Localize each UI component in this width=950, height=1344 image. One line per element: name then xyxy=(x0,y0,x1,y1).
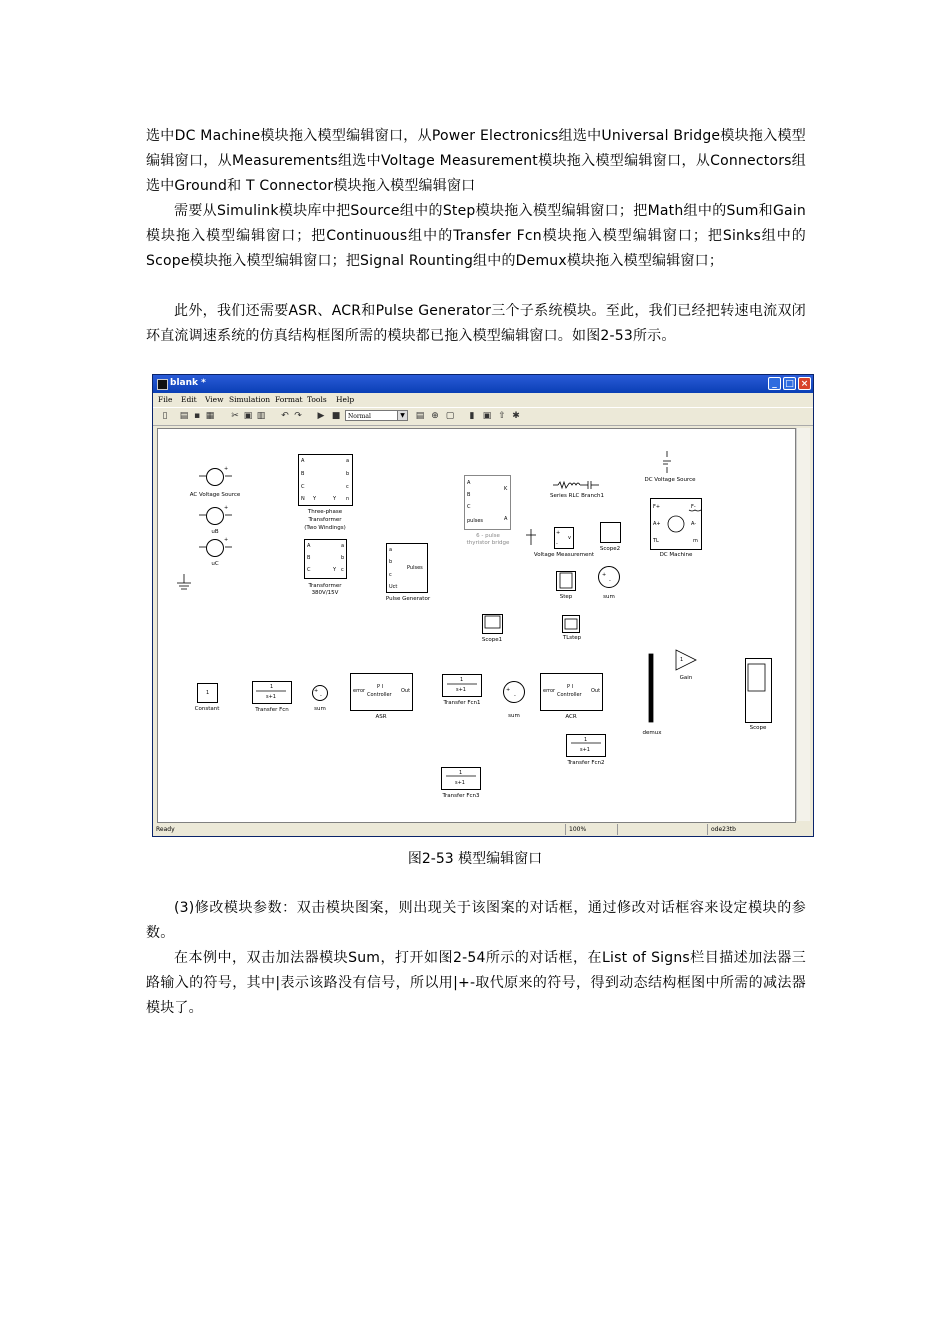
status-text: Ready xyxy=(156,826,175,833)
model-canvas[interactable] xyxy=(157,428,796,823)
tf-den: s+1 xyxy=(266,694,276,700)
gain-block[interactable] xyxy=(672,647,700,673)
redo-icon[interactable]: ↷ xyxy=(294,411,302,421)
pulse-generator-label: Pulse Generator xyxy=(385,596,431,602)
menu-simulation[interactable]: Simulation xyxy=(229,395,271,404)
transformer2-port-c-out: c xyxy=(341,567,344,573)
close-button[interactable]: × xyxy=(798,377,811,390)
transformer2-label-1: Transformer xyxy=(308,583,342,589)
acr-block[interactable] xyxy=(540,673,603,711)
menu-format[interactable]: Format xyxy=(275,395,303,404)
paragraph-1: 选中DC Machine模块拖入模型编辑窗口，从Power Electronics组选中Universal Bridge模块拖入模型编辑窗口，从Measurements组选中Voltage Measurement模块拖入模型编辑窗口，从Connectors组选中Ground和 T Connector模块拖入模型编辑窗口 xyxy=(146,128,806,194)
model-explorer-icon[interactable]: ▣ xyxy=(482,411,492,421)
dc-machine-port-fminus: F- xyxy=(691,504,696,510)
simulink-app-icon xyxy=(157,379,168,390)
dc-machine-port-m: m xyxy=(693,538,698,544)
acr-label: ACR xyxy=(565,714,577,720)
toggle-icon[interactable]: ⇧ xyxy=(498,411,506,421)
transformer2-port-a-in: A xyxy=(307,543,311,549)
sum1-label: sum xyxy=(314,706,326,712)
constant-value: 1 xyxy=(206,690,210,696)
transformer2-port-y: Y xyxy=(333,567,337,573)
dc-machine-port-fplus: F+ xyxy=(653,504,661,510)
title-bar xyxy=(153,375,813,393)
undo-icon[interactable]: ↶ xyxy=(281,411,289,421)
dc-machine-port-aminus: A- xyxy=(691,521,697,527)
transformer-port-n-in: N xyxy=(301,496,305,502)
transformer2-label-2: 380V/15V xyxy=(311,590,339,596)
sum1-minus: - xyxy=(320,693,322,699)
pulse-port-b: b xyxy=(389,559,393,565)
asr-controller-text: Controller xyxy=(367,692,392,698)
asr-port-error: error xyxy=(353,688,366,694)
thyristor-port-c: C xyxy=(467,504,471,510)
transformer-port-n-out: n xyxy=(346,496,350,502)
menu-tools[interactable]: Tools xyxy=(307,395,327,404)
acr-port-error: error xyxy=(543,688,556,694)
step-label: Step xyxy=(559,594,573,600)
sum-top-plus: + xyxy=(602,572,607,578)
vertical-scrollbar[interactable] xyxy=(796,428,810,821)
transformer-port-a-out: a xyxy=(346,458,350,464)
dc-machine-port-tl: TL xyxy=(653,538,659,544)
figure-caption: 图2-53 模型编辑窗口 xyxy=(407,851,543,867)
paragraph-5: 在本例中，双击加法器模块Sum，打开如图2-54所示的对话框，在List of Signs栏目描述加法器三路输入的符号，其中|表示该路没有信号，所以用|+-取代原来的符号，得到动态结构框图中所需的减法器模块了。 xyxy=(146,950,806,1016)
paragraph-4: (3)修改模块参数：双击模块图案，则出现关于该图案的对话框，通过修改对话框容来设定模块的参数。 xyxy=(146,900,806,941)
ub-label: uB xyxy=(211,529,219,535)
three-phase-transformer-label-2: Transformer xyxy=(308,517,342,523)
paste-icon[interactable]: ▥ xyxy=(256,411,266,421)
transfer-fcn3-label: Transfer Fcn3 xyxy=(442,793,480,799)
transfer-fcn1-block[interactable] xyxy=(442,674,482,697)
demux-block[interactable] xyxy=(647,654,655,722)
scope2-label: Scope2 xyxy=(599,546,621,552)
ac-voltage-source-block[interactable] xyxy=(206,468,224,486)
ub-source-block[interactable] xyxy=(206,507,224,525)
transformer-port-b-in: B xyxy=(301,471,305,477)
build-subsystem-icon[interactable]: ▢ xyxy=(445,411,455,421)
menu-edit[interactable]: Edit xyxy=(181,395,197,404)
asr-label: ASR xyxy=(375,714,387,720)
three-phase-transformer-block[interactable] xyxy=(298,454,353,506)
save-icon[interactable]: ▪ xyxy=(193,411,201,421)
tf3-den: s+1 xyxy=(455,780,465,786)
copy-icon[interactable]: ▣ xyxy=(243,411,253,421)
acr-pi-text: P I xyxy=(567,684,574,690)
chevron-down-icon: ▼ xyxy=(397,411,407,420)
uc-source-plus: + xyxy=(224,537,229,543)
sum-top-minus: - xyxy=(609,578,611,584)
tf2-den: s+1 xyxy=(580,747,590,753)
pulse-port-c: c xyxy=(389,572,392,578)
print-icon[interactable]: ▦ xyxy=(205,411,215,421)
vm-plus: + xyxy=(556,530,561,536)
transformer-port-b-out: b xyxy=(346,471,350,477)
asr-block[interactable] xyxy=(350,673,413,711)
thyristor-port-pulses: pulses xyxy=(467,518,484,524)
dc-machine-label: DC Machine xyxy=(659,552,693,558)
transformer-port-y2: Y xyxy=(333,496,337,502)
transfer-fcn3-block[interactable] xyxy=(441,767,481,790)
ac-source-plus: + xyxy=(224,466,229,472)
thyristor-label-2: thyristor bridge xyxy=(466,540,510,546)
gain-label: Gain xyxy=(679,675,693,681)
constant-block[interactable] xyxy=(197,683,218,703)
ub-source-plus: + xyxy=(224,505,229,511)
new-model-icon[interactable]: ▯ xyxy=(162,411,168,421)
transformer2-port-a-out: a xyxy=(341,543,345,549)
thyristor-port-a-out: A xyxy=(504,516,508,522)
demux-label: demux xyxy=(642,730,662,736)
transformer2-port-b-out: b xyxy=(341,555,345,561)
transformer2-port-b-in: B xyxy=(307,555,311,561)
tlstep-block[interactable] xyxy=(562,615,580,633)
window-title: blank * xyxy=(170,378,206,388)
tlstep-label: TLstep xyxy=(562,635,582,641)
maximize-button[interactable]: □ xyxy=(783,377,796,390)
vm-port-v: v xyxy=(568,535,571,541)
simulation-mode-value: Normal xyxy=(348,413,371,420)
dc-machine-port-aplus: A+ xyxy=(653,521,661,527)
menu-view[interactable]: View xyxy=(205,395,224,404)
transformer2-port-c-in: C xyxy=(307,567,311,573)
uc-label: uC xyxy=(211,561,219,567)
open-icon[interactable]: ▤ xyxy=(179,411,189,421)
toolbar xyxy=(153,407,813,426)
transfer-fcn1-label: Transfer Fcn1 xyxy=(443,700,481,706)
menu-help[interactable]: Help xyxy=(336,395,355,404)
transfer-fcn2-label: Transfer Fcn2 xyxy=(567,760,605,766)
ac-voltage-source-label: AC Voltage Source xyxy=(189,492,241,498)
cut-icon[interactable]: ✂ xyxy=(231,411,239,421)
minimize-button[interactable]: _ xyxy=(768,377,781,390)
transformer-port-c-in: C xyxy=(301,484,305,490)
scope2-block[interactable] xyxy=(600,522,621,543)
simulink-window xyxy=(152,374,814,837)
step-block[interactable] xyxy=(556,571,576,591)
thyristor-port-k: K xyxy=(504,486,508,492)
transformer-port-a-in: A xyxy=(301,458,305,464)
build-icon[interactable]: ▤ xyxy=(415,411,425,421)
voltage-measurement-block[interactable] xyxy=(554,527,574,549)
scope1-label: Scope1 xyxy=(481,637,503,643)
sum1-plus: + xyxy=(314,688,319,694)
acr-port-out: Out xyxy=(591,688,601,694)
simulation-mode-select[interactable] xyxy=(345,410,408,421)
transfer-fcn2-block[interactable] xyxy=(566,734,606,757)
acr-controller-text: Controller xyxy=(557,692,582,698)
status-bar xyxy=(153,823,813,836)
sum-top-label: sum xyxy=(603,594,615,600)
scope-block[interactable] xyxy=(745,658,772,723)
thyristor-bridge-block[interactable] xyxy=(464,475,511,530)
transformer-380v-block[interactable] xyxy=(304,539,347,579)
voltage-measurement-label: Voltage Measurement xyxy=(533,552,595,558)
rlc-branch-label: Series RLC Branch1 xyxy=(549,493,605,499)
three-phase-transformer-label-3: (Two Windings) xyxy=(304,525,346,531)
tf3-num: 1 xyxy=(459,770,463,776)
transfer-fcn-block[interactable] xyxy=(252,681,292,704)
dc-voltage-source-label: DC Voltage Source xyxy=(644,477,696,483)
vm-minus: - xyxy=(556,541,558,547)
asr-port-out: Out xyxy=(401,688,411,694)
paragraph-2: 需要从Simulink模块库中把Source组中的Step模块拖入模型编辑窗口；把Math组中的Sum和Gain模块拖入模型编辑窗口；把Continuous组中的Transfer Fcn模块拖入模型编辑窗口；把Sinks组中的Scope模块拖入模型编辑窗口；把Signal Rounting组中的Demux模块拖入模型编辑窗口； xyxy=(146,203,806,269)
pulse-port-uct: Uct xyxy=(389,584,398,590)
stop-simulation-icon[interactable]: ■ xyxy=(331,411,341,421)
uc-source-block[interactable] xyxy=(206,539,224,557)
sum2-label: sum xyxy=(508,713,520,719)
thyristor-port-b: B xyxy=(467,492,471,498)
tf2-num: 1 xyxy=(584,737,588,743)
update-diagram-icon[interactable]: ⊕ xyxy=(431,411,439,421)
zoom-level: 100% xyxy=(569,826,587,833)
constant-label: Constant xyxy=(194,706,220,712)
debug-icon[interactable]: ✱ xyxy=(512,411,520,421)
scope1-block[interactable] xyxy=(482,614,503,634)
scope-label: Scope xyxy=(749,725,767,731)
pulse-port-pulses: Pulses xyxy=(407,565,423,571)
start-simulation-icon[interactable]: ▶ xyxy=(317,411,325,421)
thyristor-port-a: A xyxy=(467,480,471,486)
transformer-port-c-out: c xyxy=(346,484,349,490)
library-browser-icon[interactable]: ▮ xyxy=(469,411,475,421)
menu-bar xyxy=(153,393,813,407)
tf1-num: 1 xyxy=(460,677,464,683)
dc-machine-block[interactable] xyxy=(650,498,702,550)
sum2-minus: - xyxy=(514,693,516,699)
transfer-fcn-label: Transfer Fcn xyxy=(255,707,289,713)
asr-pi-text: P I xyxy=(377,684,384,690)
gain-value: 1 xyxy=(680,657,684,663)
three-phase-transformer-label-1: Three-phase xyxy=(307,509,343,515)
tf1-den: s+1 xyxy=(456,687,466,693)
tf-num: 1 xyxy=(270,684,274,690)
solver-name: ode23tb xyxy=(711,826,736,833)
sum2-plus: + xyxy=(506,687,511,693)
pulse-port-a: a xyxy=(389,547,393,553)
thyristor-label-1: 6 - pulse xyxy=(476,533,500,539)
menu-file[interactable]: File xyxy=(158,395,173,404)
paragraph-3: 此外，我们还需要ASR、ACR和Pulse Generator三个子系统模块。至此，我们已经把转速电流双闭环直流调速系统的仿真结构框图所需的模块都已拖入模型编辑窗口。如图2-53所示。 xyxy=(146,303,806,344)
pulse-generator-block[interactable] xyxy=(386,543,428,593)
transformer-port-y1: Y xyxy=(313,496,317,502)
